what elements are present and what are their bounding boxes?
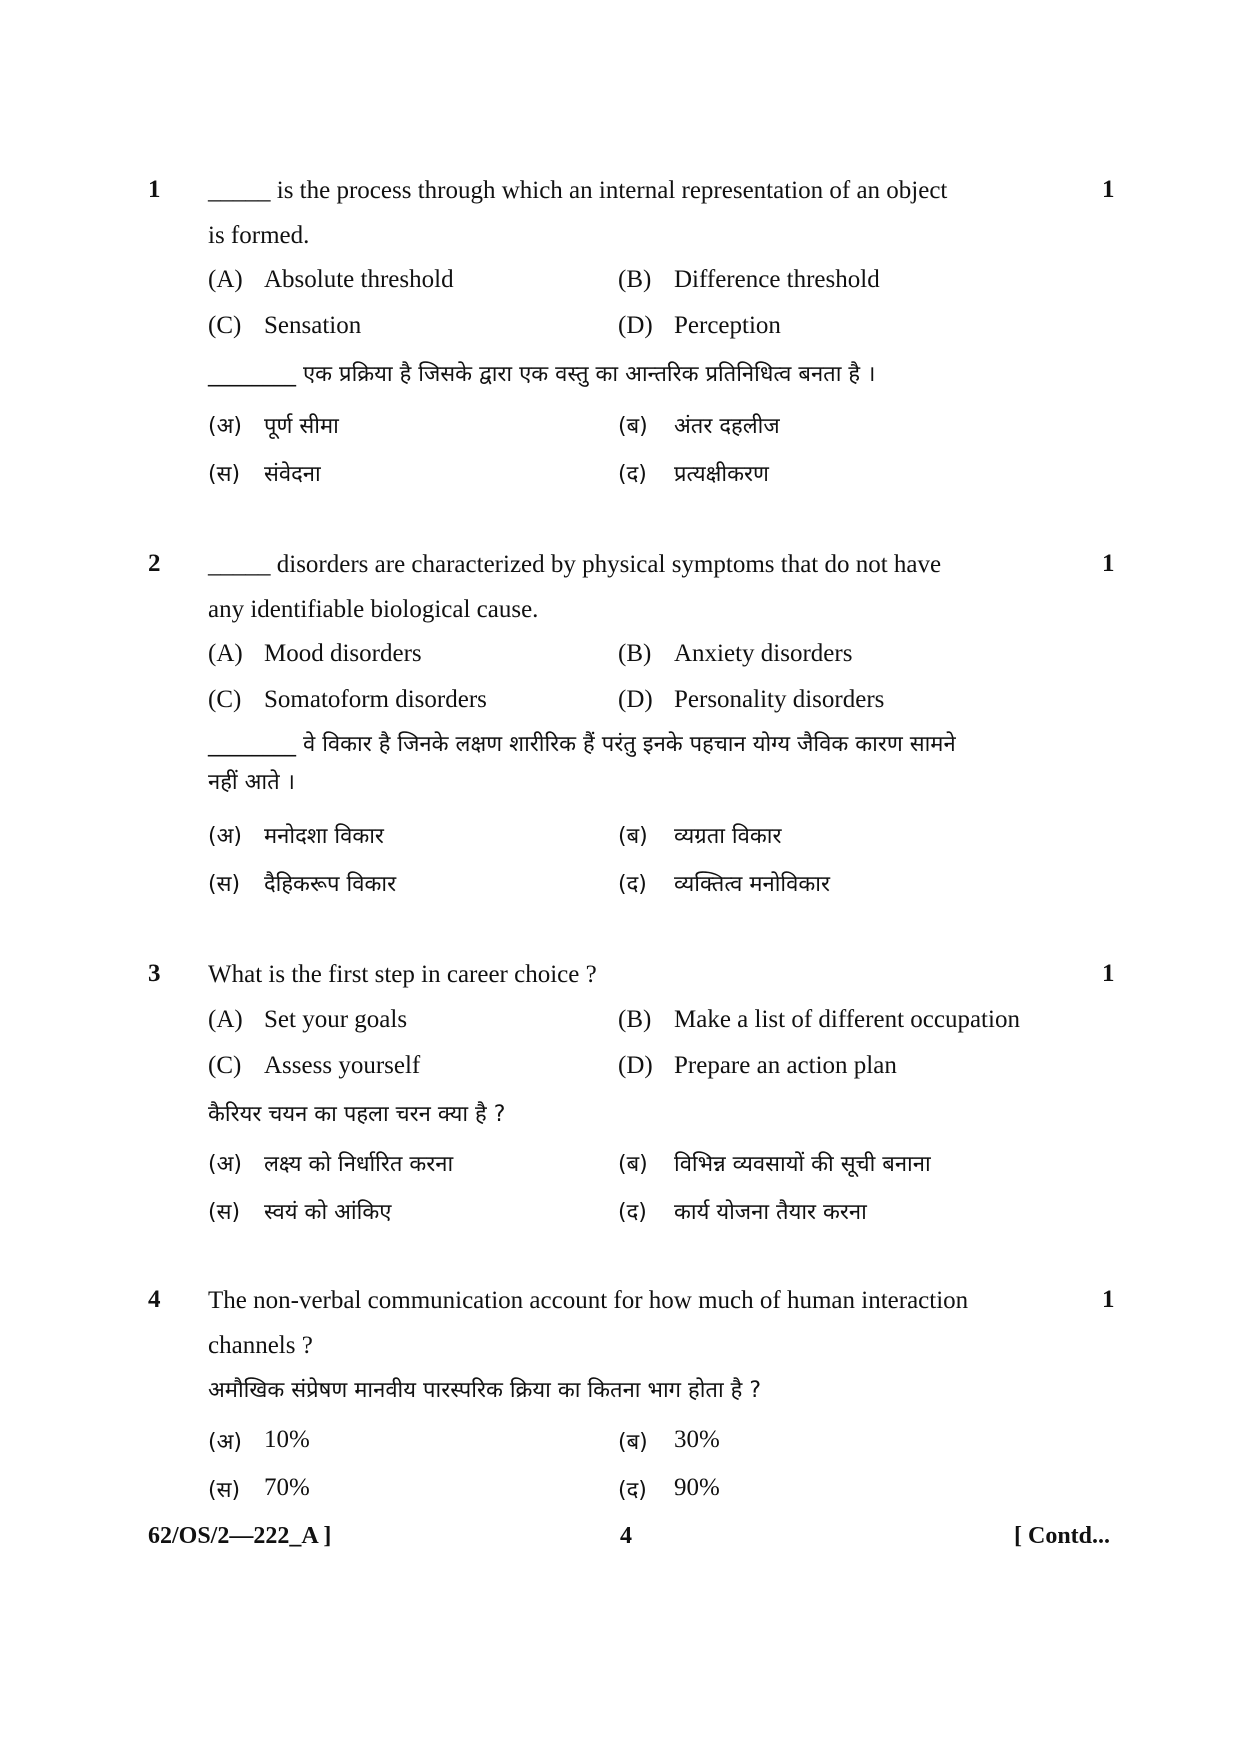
page-number: 4 bbox=[620, 1523, 632, 1549]
question-stem-en bbox=[208, 542, 1088, 632]
stem-line: कैरियर चयन का पहला चरन क्या है ? bbox=[208, 1102, 506, 1127]
exam-page: 1 1 _____ is the process through which an internal representation of an object is formed. (A) Absolute threshold (B) Difference threshold (C) Sensation (D) Perception ________ एक प्रक्रिया है जिसके द्वारा एक वस्तु का आन्तरिक प्रतिनिधित्व बनता है । (अ) पूर्ण सीमा (ब) अंतर दहलीज (स) संवेदना (द) प्रत्यक्षीकरण 2 1 _____ disorders are characterized by physical symptoms that do not have any identifiable biological cause. (A) Mood disorders (B) Anxiety disorders (C) Somatoform disorders (D) Personality disorders ________ वे विकार है जिनके लक्षण शारीरिक हैं परंतु इनके पहचान योग्य जैविक कारण सामने नहीं आते । (अ) मनोदशा विकार (ब) व्यग्रता विकार (स) दैहिकरूप विकार (द) व्यक्तित्व मनोविकार 3 1 What is the first step in career choice ? (A) Set your goals (B) Make a list of different occupation (C) Assess yourself (D) Prepare an action plan कैरियर चयन का पहला चरन क्या है ? (अ) लक्ष्य को निर्धारित करना (ब) विभिन्न व्यवसायों की सूची बनाना (स) स्वयं को आंकिए (द) कार्य योजना तैयार करना 4 1 The non-verbal communication account for how much of human interaction channels ? अमौखिक संप्रेषण मानवीय पारस्परिक क्रिया का कितना भाग होता है ? (अ) 10% (ब) 30% (स) 70% (द) 90% 62/OS/2—222_A ] 4 [ Contd... bbox=[0, 0, 1240, 1753]
stem-line: The non-verbal communication account for how much of human interaction bbox=[208, 1287, 969, 1314]
question-stem-hi bbox=[208, 352, 1088, 397]
question-marks: 1 bbox=[1102, 960, 1115, 987]
question-stem-en bbox=[208, 168, 1088, 258]
question-number: 2 bbox=[148, 550, 161, 577]
question-stem-hi bbox=[208, 726, 1098, 802]
stem-line: _____ is the process through which an internal representation of an object bbox=[208, 177, 948, 204]
question-number: 3 bbox=[148, 960, 161, 987]
stem-line: What is the first step in career choice ? bbox=[208, 961, 597, 988]
question-marks: 1 bbox=[1102, 1286, 1115, 1313]
question-stem-hi bbox=[208, 1368, 1088, 1413]
stem-line: _____ disorders are characterized by physical symptoms that do not have bbox=[208, 551, 942, 578]
paper-code: 62/OS/2—222_A ] bbox=[148, 1523, 332, 1549]
stem-line: नहीं आते । bbox=[208, 770, 295, 795]
question-number: 4 bbox=[148, 1286, 161, 1313]
stem-line: ________ एक प्रक्रिया है जिसके द्वारा एक वस्तु का आन्तरिक प्रतिनिधित्व बनता है । bbox=[208, 362, 876, 387]
question-number: 1 bbox=[148, 176, 161, 203]
question-marks: 1 bbox=[1102, 176, 1115, 203]
question-marks: 1 bbox=[1102, 550, 1115, 577]
question-stem-en bbox=[208, 1278, 1088, 1368]
question-stem-en bbox=[208, 952, 1088, 997]
continued-label: [ Contd... bbox=[1014, 1523, 1111, 1549]
stem-line: ________ वे विकार है जिनके लक्षण शारीरिक हैं परंतु इनके पहचान योग्य जैविक कारण सामने bbox=[208, 732, 956, 757]
stem-line: any identifiable biological cause. bbox=[208, 596, 539, 623]
stem-line: is formed. bbox=[208, 222, 310, 249]
stem-line: अमौखिक संप्रेषण मानवीय पारस्परिक क्रिया का कितना भाग होता है ? bbox=[208, 1378, 762, 1403]
question-stem-hi bbox=[208, 1092, 1088, 1137]
stem-line: channels ? bbox=[208, 1332, 313, 1359]
